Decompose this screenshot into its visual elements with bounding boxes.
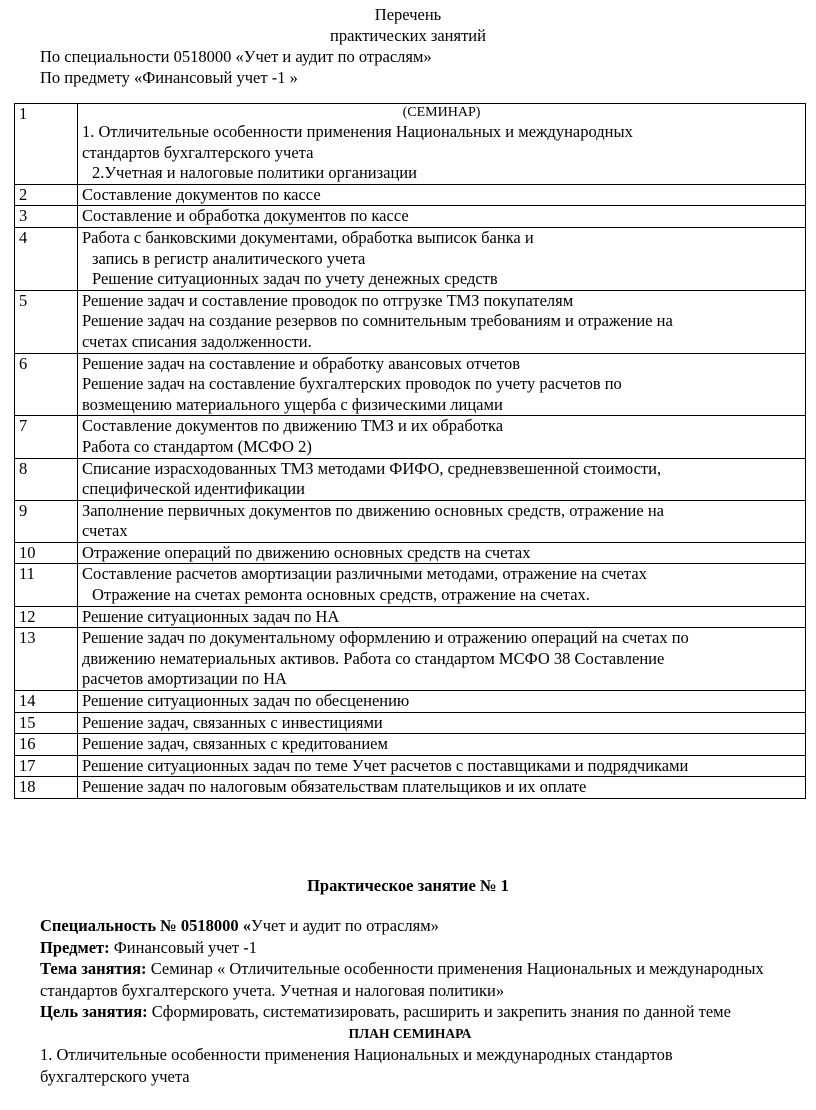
- topic-line: Решение задач по налоговым обязательствам плательщиков и их оплате: [82, 777, 587, 797]
- topic-text: [78, 755, 806, 777]
- topic-line: Решение задач по документальному оформлению и отражению операций на счетах по: [82, 628, 689, 648]
- topic-text: [78, 500, 806, 542]
- topic-text: [78, 734, 806, 756]
- topic-number: 18: [15, 777, 78, 799]
- topic-line: счетах: [82, 521, 128, 541]
- topic-line: Заполнение первичных документов по движению основных средств, отражение на: [82, 500, 664, 520]
- table-row: [15, 500, 806, 542]
- topic-line: Составление и обработка документов по кассе: [82, 206, 409, 226]
- topic-line: Решение задач на создание резервов по сомнительным требованиям и отражение на: [82, 311, 673, 331]
- topic-line: Решение задач, связанных с кредитованием: [82, 734, 388, 754]
- table-row: [15, 184, 806, 206]
- specialty-row: [40, 915, 780, 937]
- topic-number: 15: [15, 712, 78, 734]
- practice-topics-table: [14, 103, 806, 799]
- topic-line: Составление документов по движению ТМЗ и их обработка: [82, 416, 504, 436]
- topic-line: расчетов амортизации по НА: [82, 669, 287, 689]
- topic-line: Отражение операций по движению основных средств на счетах: [82, 542, 531, 562]
- specialty-label: Специальность № 0518000 «: [40, 916, 252, 935]
- topic-text: [78, 691, 806, 713]
- document-title: Перечень: [374, 5, 442, 24]
- table-row: [15, 606, 806, 628]
- subject-label: Предмет:: [40, 937, 110, 957]
- seminar-label: (СЕМИНАР): [402, 105, 481, 120]
- topic-line: Отражение на счетах ремонта основных средств, отражение на счетах.: [92, 585, 590, 605]
- goal-value: Сформировать, систематизировать, расширить и закрепить знания по данной теме: [147, 1002, 731, 1022]
- specialty-value: Учет и аудит по отраслям»: [251, 916, 439, 935]
- subject-line: По предмету «Финансовый учет -1 »: [40, 68, 298, 87]
- topic-number: 4: [15, 227, 78, 290]
- topic-number: 9: [15, 500, 78, 542]
- topic-number: 8: [15, 458, 78, 500]
- table-row: [15, 691, 806, 713]
- topic-number: 6: [15, 353, 78, 416]
- plan-title: ПЛАН СЕМИНАРА: [348, 1025, 472, 1041]
- topic-line: Решение задач и составление проводок по отгрузке ТМЗ покупателям: [82, 290, 574, 310]
- topic-number: 12: [15, 606, 78, 628]
- table-row: [15, 104, 806, 185]
- topic-line: 1. Отличительные особенности применения Национальных и международных: [82, 122, 633, 141]
- topic-line: Работа со стандартом (МСФО 2): [82, 436, 312, 456]
- topic-text: [78, 606, 806, 628]
- topic-line: Решение ситуационных задач по теме Учет расчетов с поставщиками и подрядчиками: [82, 755, 689, 775]
- topic-line: Решение ситуационных задач по НА: [82, 606, 340, 626]
- table-row: [15, 458, 806, 500]
- practice-info: [40, 915, 780, 1087]
- topic-line: 2.Учетная и налоговые политики организации: [92, 163, 417, 183]
- topic-line: движению нематериальных активов. Работа со стандартом МСФО 38 Составление: [82, 648, 665, 668]
- topic-text: [78, 628, 806, 691]
- practice-title: Практическое занятие № 1: [307, 876, 509, 895]
- topic-line: стандартов бухгалтерского учета: [82, 142, 314, 162]
- topic-text: [78, 104, 806, 185]
- topic-line: Составление документов по кассе: [82, 184, 321, 204]
- topic-line: специфической идентификации: [82, 479, 305, 499]
- topic-text: [78, 564, 806, 606]
- topic-line: Решение ситуационных задач по учету денежных средств: [92, 269, 498, 289]
- table-row: [15, 542, 806, 564]
- table-row: [15, 206, 806, 228]
- topic-number: 1: [15, 104, 78, 185]
- topic-text: [78, 290, 806, 353]
- topic-text: [78, 227, 806, 290]
- topic-number: 2: [15, 184, 78, 206]
- topic-number: 14: [15, 691, 78, 713]
- topic-label: Тема занятия:: [40, 959, 147, 979]
- topic-number: 7: [15, 416, 78, 458]
- topic-number: 13: [15, 628, 78, 691]
- topic-text: [78, 206, 806, 228]
- table-row: [15, 353, 806, 416]
- topic-text: [78, 542, 806, 564]
- plan-item: 1. Отличительные особенности применения Национальных и международных стандартов бухгалтерского учета: [40, 1044, 673, 1086]
- topic-line: Работа с банковскими документами, обработка выписок банка и: [82, 227, 534, 247]
- table-row: [15, 755, 806, 777]
- topic-number: 10: [15, 542, 78, 564]
- table-row: [15, 712, 806, 734]
- topic-text: [78, 777, 806, 799]
- topic-line: запись в регистр аналитического учета: [92, 248, 366, 268]
- table-row: [15, 628, 806, 691]
- topic-number: 5: [15, 290, 78, 353]
- topic-text: [78, 416, 806, 458]
- table-row: [15, 290, 806, 353]
- topic-text: [78, 353, 806, 416]
- topic-number: 11: [15, 564, 78, 606]
- topic-line: Решение задач на составление и обработку авансовых отчетов: [82, 353, 521, 373]
- topic-text: [78, 712, 806, 734]
- topic-value: Семинар « Отличительные особенности применения Национальных и международных стандартов бухгалтерского учета. Учетная и налоговая политики»: [40, 959, 764, 1000]
- topic-line: Решение задач, связанных с инвестициями: [82, 712, 383, 732]
- topic-text: [78, 458, 806, 500]
- document-header: [0, 4, 816, 88]
- topic-number: 16: [15, 734, 78, 756]
- table-row: [15, 777, 806, 799]
- topic-number: 3: [15, 206, 78, 228]
- topic-line: возмещению материального ущерба с физическими лицами: [82, 394, 503, 414]
- table-row: [15, 564, 806, 606]
- document-subtitle: практических занятий: [330, 26, 486, 45]
- subject-value: Финансовый учет -1: [109, 937, 257, 957]
- topic-line: Решение задач на составление бухгалтерских проводок по учету расчетов по: [82, 374, 622, 394]
- table-row: [15, 227, 806, 290]
- topic-line: Решение ситуационных задач по обесценению: [82, 691, 410, 711]
- topic-number: 17: [15, 755, 78, 777]
- practice-section-heading: [0, 875, 816, 896]
- topic-row: [40, 958, 780, 1001]
- table-row: [15, 416, 806, 458]
- goal-label: Цель занятия:: [40, 1002, 148, 1022]
- topic-line: Составление расчетов амортизации различными методами, отражение на счетах: [82, 564, 647, 584]
- topic-line: счетах списания задолженности.: [82, 331, 312, 351]
- subject-row: [40, 937, 780, 959]
- topic-text: [78, 184, 806, 206]
- topic-line: Списание израсходованных ТМЗ методами ФИФО, средневзвешенной стоимости,: [82, 458, 662, 478]
- table-row: [15, 734, 806, 756]
- specialty-line: По специальности 0518000 «Учет и аудит по отраслям»: [40, 47, 432, 66]
- goal-row: [40, 1001, 780, 1023]
